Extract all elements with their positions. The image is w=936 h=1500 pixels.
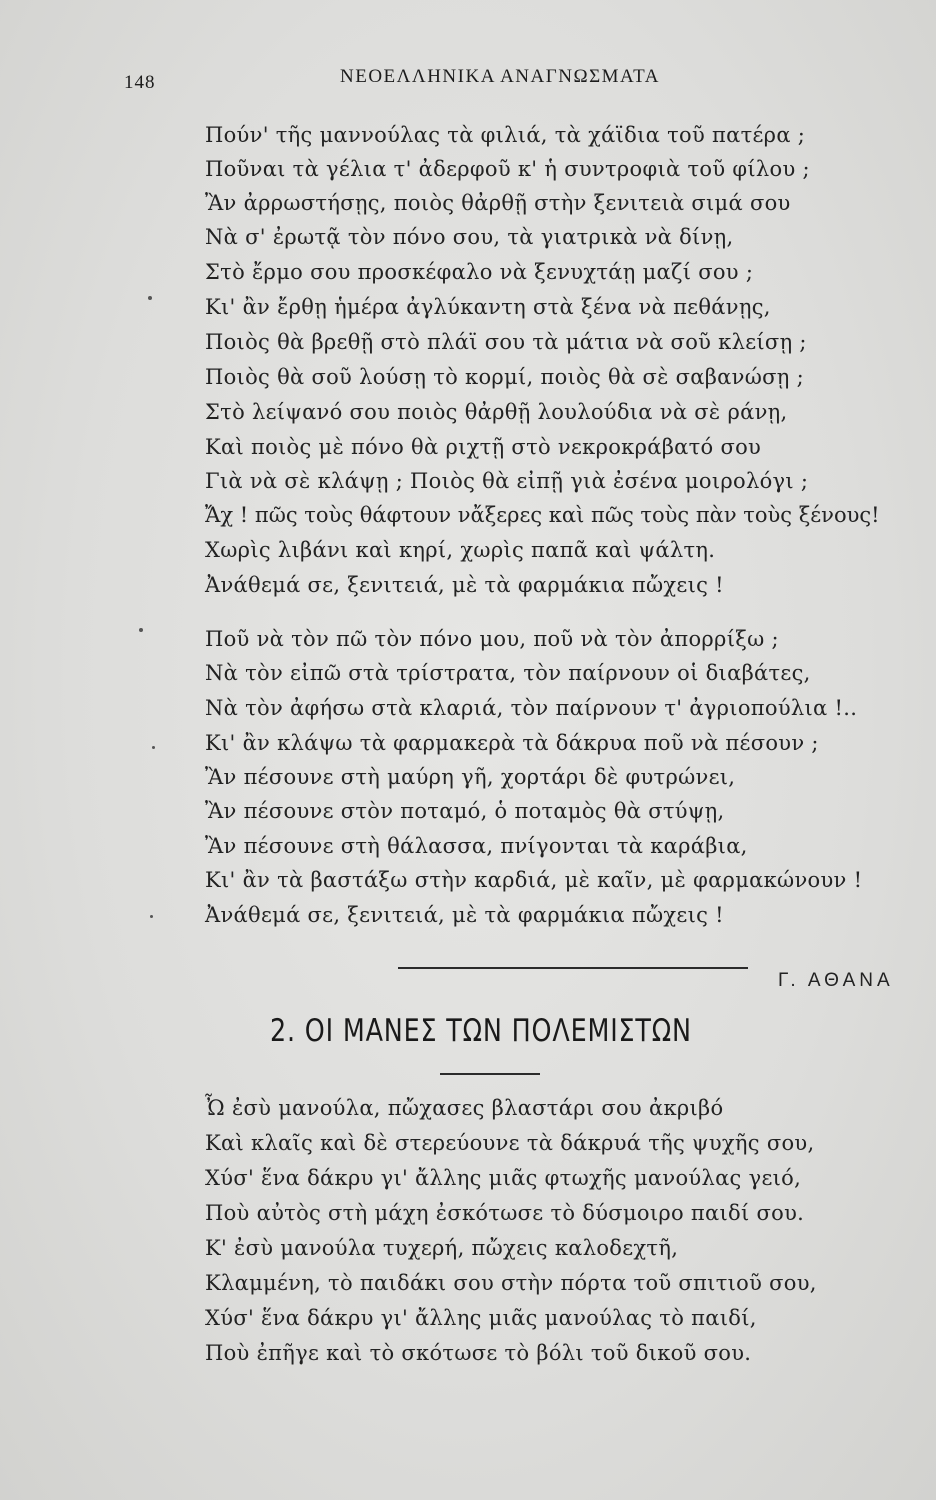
verse-line: Καὶ ποιὸς μὲ πόνο θὰ ριχτῇ στὸ νεκροκράβατό σου <box>205 435 762 459</box>
verse-line: Στὸ ἔρμο σου προσκέφαλο νὰ ξενυχτάῃ μαζί σου ; <box>205 260 754 284</box>
verse-line: Ποὺ ἐπῆγε καὶ τὸ σκότωσε τὸ βόλι τοῦ δικοῦ σου. <box>205 1341 752 1365</box>
verse-line: Νὰ σ' ἐρωτᾷ τὸν πόνο σου, τὰ γιατρικὰ νὰ δίνῃ, <box>205 225 734 249</box>
paper-speck <box>139 628 143 632</box>
running-title: ΝΕΟΕΛΛΗΝΙΚΑ ΑΝΑΓΝΩΣΜΑΤΑ <box>340 66 660 87</box>
running-head <box>0 66 936 96</box>
verse-line: Στὸ λείψανό σου ποιὸς θἀρθῇ λουλούδια νὰ σὲ ράνῃ, <box>205 400 788 424</box>
paper-speck <box>152 746 155 749</box>
verse-line: Ποῦ νὰ τὸν πῶ τὸν πόνο μου, ποῦ νὰ τὸν ἀπορρίξω ; <box>205 627 779 651</box>
verse-line: Νὰ τὸν ἀφήσω στὰ κλαριά, τὸν παίρνουν τ' ἀγριοπούλια !.. <box>205 696 858 720</box>
verse-line: Ἂν πέσουνε στὸν ποταμό, ὁ ποταμὸς θὰ στύψῃ, <box>205 799 725 823</box>
section-divider <box>398 967 748 969</box>
verse-line: Καὶ κλαῖς καὶ δὲ στερεύουνε τὰ δάκρυά τῆς ψυχῆς σου, <box>205 1131 815 1155</box>
verse-line: Ἀνάθεμά σε, ξενιτειά, μὲ τὰ φαρμάκια πὤχεις ! <box>205 573 724 597</box>
verse-line: Ἂν πέσουνε στὴ μαύρη γῆ, χορτάρι δὲ φυτρώνει, <box>205 765 736 789</box>
verse-line: Ποιὸς θὰ σοῦ λούσῃ τὸ κορμί, ποιὸς θὰ σὲ σαβανώσῃ ; <box>205 365 805 389</box>
paper-speck <box>150 915 153 918</box>
verse-line: Γιὰ νὰ σὲ κλάψῃ ; Ποιὸς θὰ εἰπῇ γιὰ ἐσένα μοιρολόγι ; <box>205 469 809 493</box>
author-signature: Γ. ΑΘΑΝΑ <box>778 970 894 991</box>
verse-line: Χύσ' ἕνα δάκρυ γι' ἄλλης μιᾶς φτωχῆς μανούλας γειό, <box>205 1166 802 1190</box>
verse-line: Πούν' τῆς μαννούλας τὰ φιλιά, τὰ χάϊδια τοῦ πατέρα ; <box>205 123 806 147</box>
verse-line: Ἂν πέσουνε στὴ θάλασσα, πνίγονται τὰ καράβια, <box>205 834 748 858</box>
section-heading: 2. ΟΙ ΜΑΝΕΣ ΤΩΝ ΠΟΛΕΜΙΣΤΩΝ <box>270 1013 692 1049</box>
paper-speck <box>148 296 152 300</box>
verse-line: Ἄχ ! πῶς τοὺς θάφτουν νἄξερες καὶ πῶς τοὺς πὰν τοὺς ξένους! <box>205 503 880 527</box>
verse-line: Κι' ἂν κλάψω τὰ φαρμακερὰ τὰ δάκρυα ποῦ νὰ πέσουν ; <box>205 731 819 755</box>
verse-line: Ποιὸς θὰ βρεθῇ στὸ πλάϊ σου τὰ μάτια νὰ σοῦ κλείσῃ ; <box>205 330 807 354</box>
verse-line: Ποὺ αὐτὸς στὴ μάχη ἐσκότωσε τὸ δύσμοιρο παιδί σου. <box>205 1201 805 1225</box>
verse-line: Χύσ' ἕνα δάκρυ γι' ἄλλης μιᾶς μανούλας τὸ παιδί, <box>205 1306 757 1330</box>
verse-line: Ἂν ἀρρωστήσῃς, ποιὸς θἀρθῇ στὴν ξενιτειὰ σιμά σου <box>205 191 791 215</box>
verse-line: Χωρὶς λιβάνι καὶ κηρί, χωρὶς παπᾶ καὶ ψάλτη. <box>205 538 716 562</box>
verse-line: Κι' ἂν τὰ βαστάξω στὴν καρδιά, μὲ καῖν, μὲ φαρμακώνουν ! <box>205 868 863 892</box>
verse-line: Ἀνάθεμά σε, ξενιτειά, μὲ τὰ φαρμάκια πὤχεις ! <box>205 903 724 927</box>
verse-line: Κι' ἂν ἔρθῃ ἡμέρα ἀγλύκαντη στὰ ξένα νὰ πεθάνῃς, <box>205 295 771 319</box>
verse-line: Ποῦναι τὰ γέλια τ' ἀδερφοῦ κ' ἡ συντροφιὰ τοῦ φίλου ; <box>205 157 810 181</box>
verse-line: Κλαμμένη, τὸ παιδάκι σου στὴν πόρτα τοῦ σπιτιοῦ σου, <box>205 1271 817 1295</box>
verse-line: Νὰ τὸν εἰπῶ στὰ τρίστρατα, τὸν παίρνουν οἱ διαβάτες, <box>205 661 811 685</box>
heading-underline <box>440 1073 540 1075</box>
verse-line: Κ' ἐσὺ μανούλα τυχερή, πὤχεις καλοδεχτῆ, <box>205 1236 679 1260</box>
page-number: 148 <box>124 72 156 93</box>
verse-line: Ὦ ἐσὺ μανούλα, πὤχασες βλαστάρι σου ἀκριβό <box>205 1096 724 1120</box>
